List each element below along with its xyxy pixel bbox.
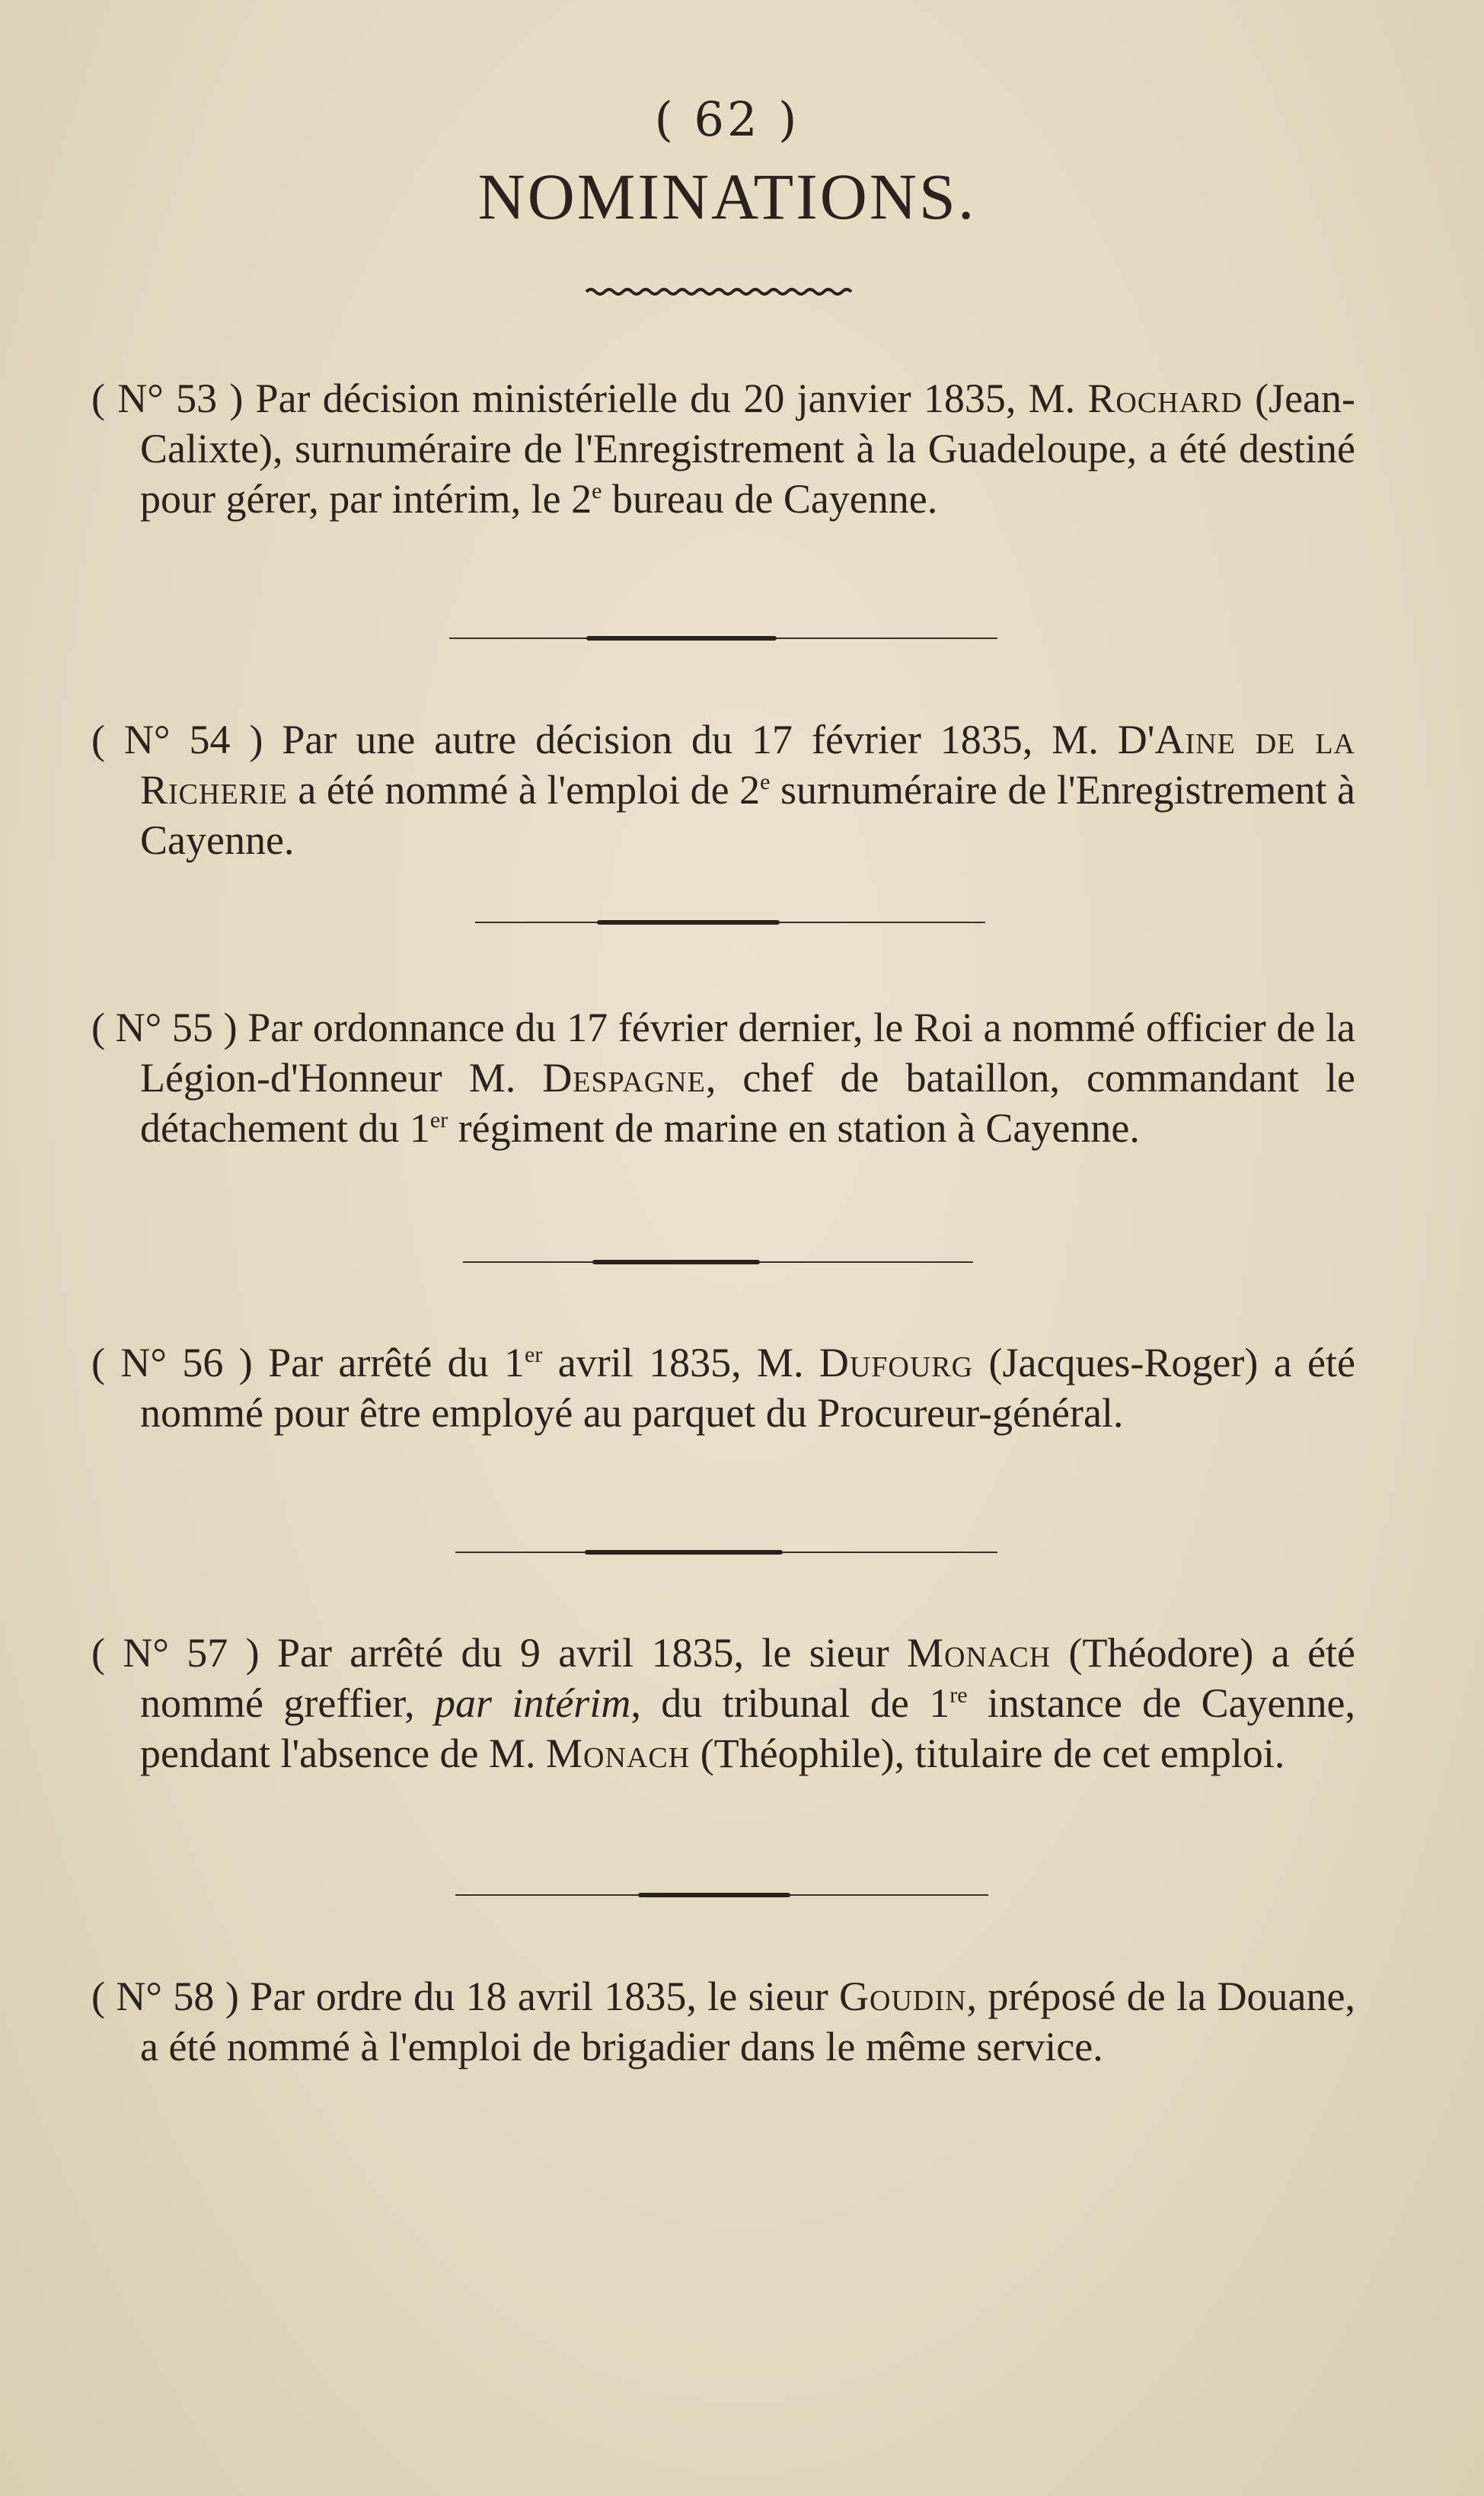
entry-text: (Théophile), titulaire de cet emploi.: [690, 1731, 1285, 1776]
entry-text: Par ordonnance du 17 février dernier, le Roi a nommé officier de la Légion-d'Honneur M.: [140, 1005, 1355, 1101]
superscript: e: [760, 769, 771, 794]
entry-57: [91, 1628, 1355, 1779]
entry-paragraph: [91, 714, 1355, 865]
entry-number: ( N° 56 ): [91, 1340, 253, 1385]
superscript: er: [429, 1107, 448, 1133]
entry-text: régiment de marine en station à Cayenne.: [448, 1105, 1140, 1151]
entry-text: instance de Cayenne, pendant l'absence de M.: [140, 1680, 1355, 1776]
separator-rule: [455, 1892, 988, 1898]
person-name: Despagne: [542, 1055, 706, 1101]
entry-text: a été nommé à l'emploi de 2: [287, 767, 761, 813]
entry-text: , préposé de la Douane, a été nommé à l'emploi de brigadier dans le même service.: [140, 1973, 1355, 2069]
person-name: Goudin: [839, 1973, 967, 2019]
entry-number: ( N° 58 ): [91, 1973, 239, 2019]
entry-54: [91, 714, 1355, 865]
person-name: Monach: [546, 1731, 691, 1776]
entry-text: Par ordre du 18 avril 1835, le sieur: [238, 1973, 840, 2019]
entry-text: Par une autre décision du 17 février 1835, M. D': [263, 717, 1155, 762]
entry-paragraph: [91, 1337, 1355, 1438]
entry-paragraph: [91, 1971, 1355, 2072]
entry-58: [91, 1971, 1355, 2072]
entry-number: ( N° 54 ): [91, 717, 263, 762]
entry-text: Par arrêté du 9 avril 1835, le sieur: [259, 1630, 908, 1676]
entry-53: [91, 373, 1355, 524]
entry-text: (Théodore) a été nommé greffier,: [140, 1630, 1356, 1726]
separator-rule: [463, 1259, 973, 1265]
superscript: er: [525, 1342, 543, 1367]
page-title: NOMINATIONS.: [477, 160, 977, 233]
superscript: re: [949, 1683, 968, 1708]
entry-text: Par décision ministérielle du 20 janvier 1835, M.: [243, 376, 1088, 421]
person-name: Aine de la Richerie: [140, 717, 1355, 813]
entry-text: Par arrêté du 1: [252, 1340, 525, 1385]
entry-text: , du tribunal de 1: [630, 1680, 950, 1726]
entry-paragraph: [91, 373, 1355, 524]
entry-number: ( N° 53 ): [91, 376, 244, 421]
person-name: Dufourg: [819, 1340, 974, 1385]
entry-paragraph: [91, 1628, 1355, 1779]
separator-rule: [455, 1549, 997, 1555]
entry-text: , chef de bataillon, commandant le détachement du 1: [140, 1055, 1355, 1151]
entry-text: avril 1835, M.: [542, 1340, 819, 1385]
entry-number: ( N° 57 ): [91, 1630, 260, 1676]
title-ornament: [585, 286, 853, 297]
italic-text: par intérim: [434, 1680, 631, 1726]
entry-text: surnuméraire de l'Enregistrement à Cayenne.: [140, 767, 1355, 863]
entry-paragraph: [91, 1002, 1355, 1153]
entry-55: [91, 1002, 1355, 1153]
entry-text: (Jean-Calixte), surnuméraire de l'Enregistrement à la Guadeloupe, a été destiné pour gérer, par intérim, le 2: [140, 376, 1355, 522]
person-name: Monach: [907, 1630, 1052, 1676]
page-number: ( 62 ): [654, 91, 800, 147]
separator-rule: [449, 635, 997, 641]
entry-number: ( N° 55 ): [91, 1005, 238, 1050]
person-name: Rochard: [1087, 376, 1243, 421]
superscript: e: [592, 478, 602, 503]
entry-text: (Jacques-Roger) a été nommé pour être employé au parquet du Procureur-général.: [140, 1340, 1355, 1436]
entry-text: bureau de Cayenne.: [602, 476, 938, 522]
separator-rule: [475, 919, 985, 925]
entry-56: [91, 1337, 1355, 1438]
